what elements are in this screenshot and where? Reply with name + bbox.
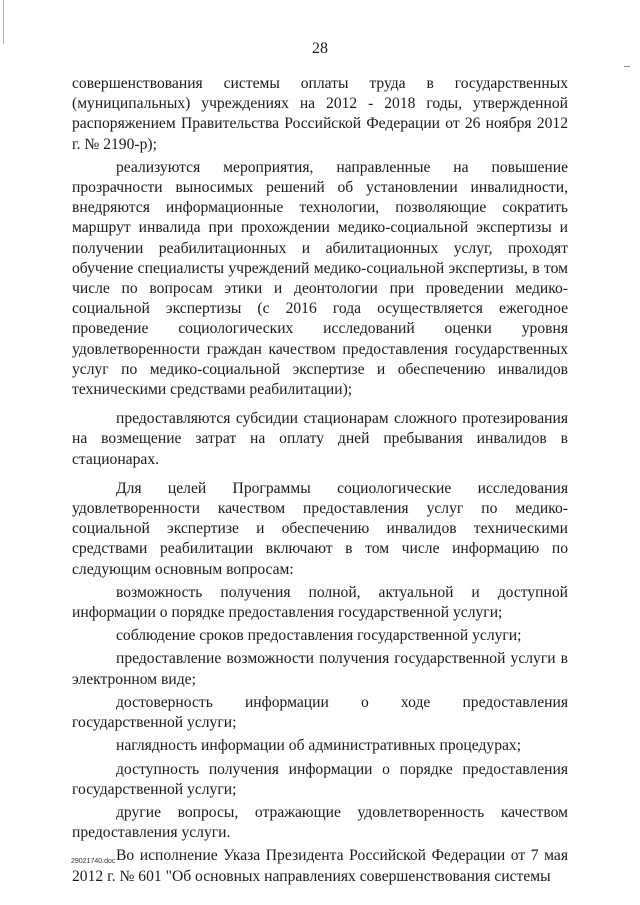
body-text xyxy=(72,74,568,890)
page-number: 28 xyxy=(312,40,328,57)
list-item: доступность получения информации о порядке предоставления государственной услуги; xyxy=(72,760,568,798)
list-item: предоставление возможности получения государственной услуги в электронном виде; xyxy=(72,650,568,688)
scan-mark xyxy=(624,66,630,67)
list-item: достоверность информации о ходе предоставления государственной услуги; xyxy=(72,693,568,732)
list-item: соблюдение сроков предоставления государственной услуги; xyxy=(116,627,522,645)
list-item: другие вопросы, отражающие удовлетворенность качеством предоставления услуги. xyxy=(72,803,568,842)
footer-doc-id: 29021740.doc xyxy=(71,858,116,865)
paragraph-decree-601: Во исполнение Указа Президента Российской Федерации от 7 мая 2012 г. № 601 "Об основных направлениях совершенствования системы xyxy=(72,847,568,885)
scan-edge-line xyxy=(3,0,4,44)
paragraph-mse-transparency: реализуются мероприятия, направленные на повышение прозрачности выносимых решений об установлении инвалидности, внедряются информационные технологии, позволяющие сократить маршрут инвалида при прохождении медико-социальной экспертизы и получении реабилитационных и абилитационных услуг, проходят обучение специалисты учреждений медико-социальной экспертизы, в том числе по вопросам этики и деонтологии при проведении медико-социальной экспертизы (с 2016 года осуществляется ежегодное проведение социологических исследований оценки уровня удовлетворенности граждан качеством предоставления государственных услуг по медико-социальной экспертизе и обеспечению инвалидов техническими средствами реабилитации); xyxy=(72,158,568,399)
paragraph-continuation: совершенствования системы оплаты труда в государственных (муниципальных) учреждениях на 2012 - 2018 годы, утвержденной распоряжением Правительства Российской Федерации от 26 ноября 2012 г. № 2190-р); xyxy=(72,75,568,153)
list-item: наглядность информации об административных процедурах; xyxy=(116,737,522,755)
paragraph-program-research: Для целей Программы социологические исследования удовлетворенности качеством предоставления услуг по медико-социальной экспертизе и обеспечению инвалидов техническими средствами реабилитации включают в том числе информацию по следующим основным вопросам: xyxy=(72,479,568,578)
list-item: возможность получения полной, актуальной и доступной информации о порядке предоставления государственной услуги; xyxy=(72,583,568,622)
paragraph-subsidies: предоставляются субсидии стационарам сложного протезирования на возмещение затрат на оплату дней пребывания инвалидов в стационарах. xyxy=(72,410,568,468)
